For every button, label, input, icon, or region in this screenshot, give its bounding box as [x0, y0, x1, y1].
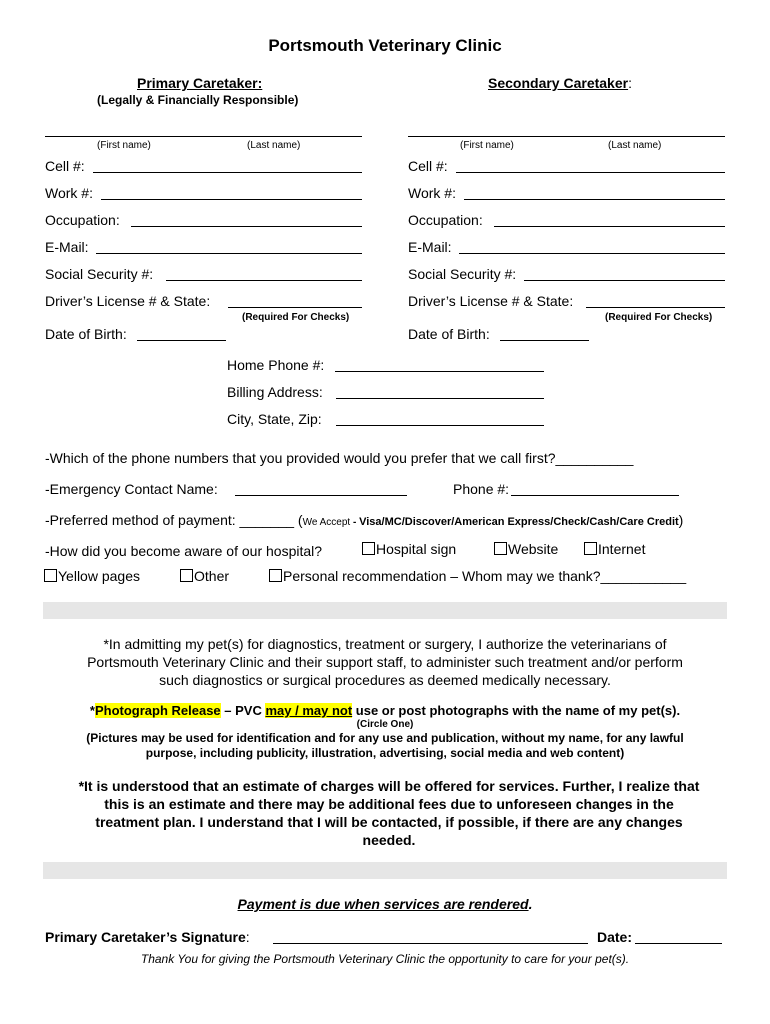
section-divider-band-2 — [43, 862, 727, 879]
secondary-last-name-label: (Last name) — [608, 140, 662, 151]
checkbox-yellow-pages[interactable] — [44, 569, 57, 582]
primary-dob-label: Date of Birth: — [45, 326, 127, 342]
option-personal-recommendation[interactable]: Personal recommendation – Whom may we thank?___________ — [269, 568, 686, 584]
checkbox-other[interactable] — [180, 569, 193, 582]
aware-question: -How did you become aware of our hospital? — [45, 543, 323, 559]
option-website[interactable]: Website — [494, 541, 558, 557]
option-internet[interactable]: Internet — [584, 541, 645, 557]
secondary-first-name-label: (First name) — [460, 140, 514, 151]
emergency-contact-field[interactable] — [235, 495, 407, 496]
primary-occupation-label: Occupation: — [45, 212, 120, 228]
secondary-caretaker-heading: Secondary Caretaker: — [488, 75, 632, 91]
thank-you-footer: Thank You for giving the Portsmouth Veterinary Clinic the opportunity to care for your pet(s). — [140, 952, 630, 966]
primary-required-note: (Required For Checks) — [242, 312, 350, 323]
primary-name-field[interactable] — [45, 136, 362, 137]
secondary-email-field[interactable] — [459, 253, 725, 254]
primary-license-label: Driver’s License # & State: — [45, 293, 211, 309]
secondary-license-label: Driver’s License # & State: — [408, 293, 574, 309]
primary-caretaker-subheading: (Legally & Financially Responsible) — [97, 93, 299, 107]
emergency-phone-label: Phone #: — [453, 481, 510, 497]
secondary-work-label: Work #: — [408, 185, 456, 201]
circle-one-note: (Circle One) — [356, 719, 414, 730]
primary-ssn-label: Social Security #: — [45, 266, 154, 282]
may-may-not-choice[interactable]: may / may not — [265, 703, 353, 718]
option-yellow-pages[interactable]: Yellow pages — [44, 568, 140, 584]
billing-address-field[interactable] — [336, 398, 544, 399]
checkbox-internet[interactable] — [584, 542, 597, 555]
date-field[interactable] — [635, 943, 722, 944]
secondary-ssn-label: Social Security #: — [408, 266, 517, 282]
checkbox-website[interactable] — [494, 542, 507, 555]
primary-cell-label: Cell #: — [45, 158, 85, 174]
checkbox-hospital-sign[interactable] — [362, 542, 375, 555]
secondary-license-field[interactable] — [586, 307, 725, 308]
option-other[interactable]: Other — [180, 568, 229, 584]
primary-ssn-field[interactable] — [166, 280, 362, 281]
photo-usage-note: (Pictures may be used for identification and for any use and publication, without my name, for any lawful purpose, including publicity, illustration, advertising, social media and web content) — [86, 731, 684, 760]
page-title: Portsmouth Veterinary Clinic — [268, 36, 502, 55]
authorization-paragraph: *In admitting my pet(s) for diagnostics, treatment or surgery, I authorize the veterinarians of Portsmouth Veterinary Clinic and their support staff, to administer such treatment and/or perform such diagnostics or surgical procedures as deemed medically necessary. — [87, 636, 683, 688]
payment-method-question: -Preferred method of payment: _______ (We Accept - Visa/MC/Discover/American Express/Check/Cash/Care Credit) — [45, 512, 684, 528]
signature-label: Primary Caretaker’s Signature: — [45, 929, 250, 945]
emergency-contact-label: -Emergency Contact Name: — [45, 481, 218, 497]
secondary-required-note: (Required For Checks) — [605, 312, 713, 323]
photo-release-statement: *Photograph Release – PVC may / may not use or post photographs with the name of my pet(s). — [89, 703, 681, 718]
primary-occupation-field[interactable] — [131, 226, 362, 227]
emergency-phone-field[interactable] — [511, 495, 679, 496]
secondary-occupation-label: Occupation: — [408, 212, 483, 228]
secondary-ssn-field[interactable] — [524, 280, 725, 281]
primary-email-field[interactable] — [96, 253, 362, 254]
home-phone-field[interactable] — [335, 371, 544, 372]
primary-last-name-label: (Last name) — [247, 140, 301, 151]
estimate-paragraph: *It is understood that an estimate of charges will be offered for services. Further, I realize that this is an estimate and there may be additional fees due to unforeseen changes in the treatment plan. I understand that I will be contacted, if possible, if there are any changes needed. — [78, 778, 700, 848]
secondary-dob-label: Date of Birth: — [408, 326, 490, 342]
primary-email-label: E-Mail: — [45, 239, 89, 255]
secondary-occupation-field[interactable] — [494, 226, 725, 227]
city-state-zip-label: City, State, Zip: — [227, 411, 322, 427]
secondary-cell-field[interactable] — [456, 172, 725, 173]
preferred-phone-question: -Which of the phone numbers that you provided would you prefer that we call first?__________ — [45, 450, 634, 466]
secondary-email-label: E-Mail: — [408, 239, 452, 255]
primary-work-field[interactable] — [101, 199, 362, 200]
primary-license-field[interactable] — [228, 307, 362, 308]
option-hospital-sign[interactable]: Hospital sign — [362, 541, 456, 557]
primary-cell-field[interactable] — [93, 172, 362, 173]
payment-due-notice: Payment is due when services are rendered. — [237, 896, 533, 912]
section-divider-band — [43, 602, 727, 619]
checkbox-personal-recommendation[interactable] — [269, 569, 282, 582]
primary-dob-field[interactable] — [137, 340, 226, 341]
signature-field[interactable] — [273, 943, 588, 944]
primary-first-name-label: (First name) — [97, 140, 151, 151]
secondary-work-field[interactable] — [464, 199, 725, 200]
primary-caretaker-heading: Primary Caretaker: — [137, 75, 263, 91]
secondary-dob-field[interactable] — [500, 340, 589, 341]
secondary-name-field[interactable] — [408, 136, 725, 137]
home-phone-label: Home Phone #: — [227, 357, 325, 373]
city-state-zip-field[interactable] — [336, 425, 544, 426]
date-label: Date: — [597, 929, 633, 945]
billing-address-label: Billing Address: — [227, 384, 323, 400]
primary-work-label: Work #: — [45, 185, 93, 201]
secondary-cell-label: Cell #: — [408, 158, 448, 174]
